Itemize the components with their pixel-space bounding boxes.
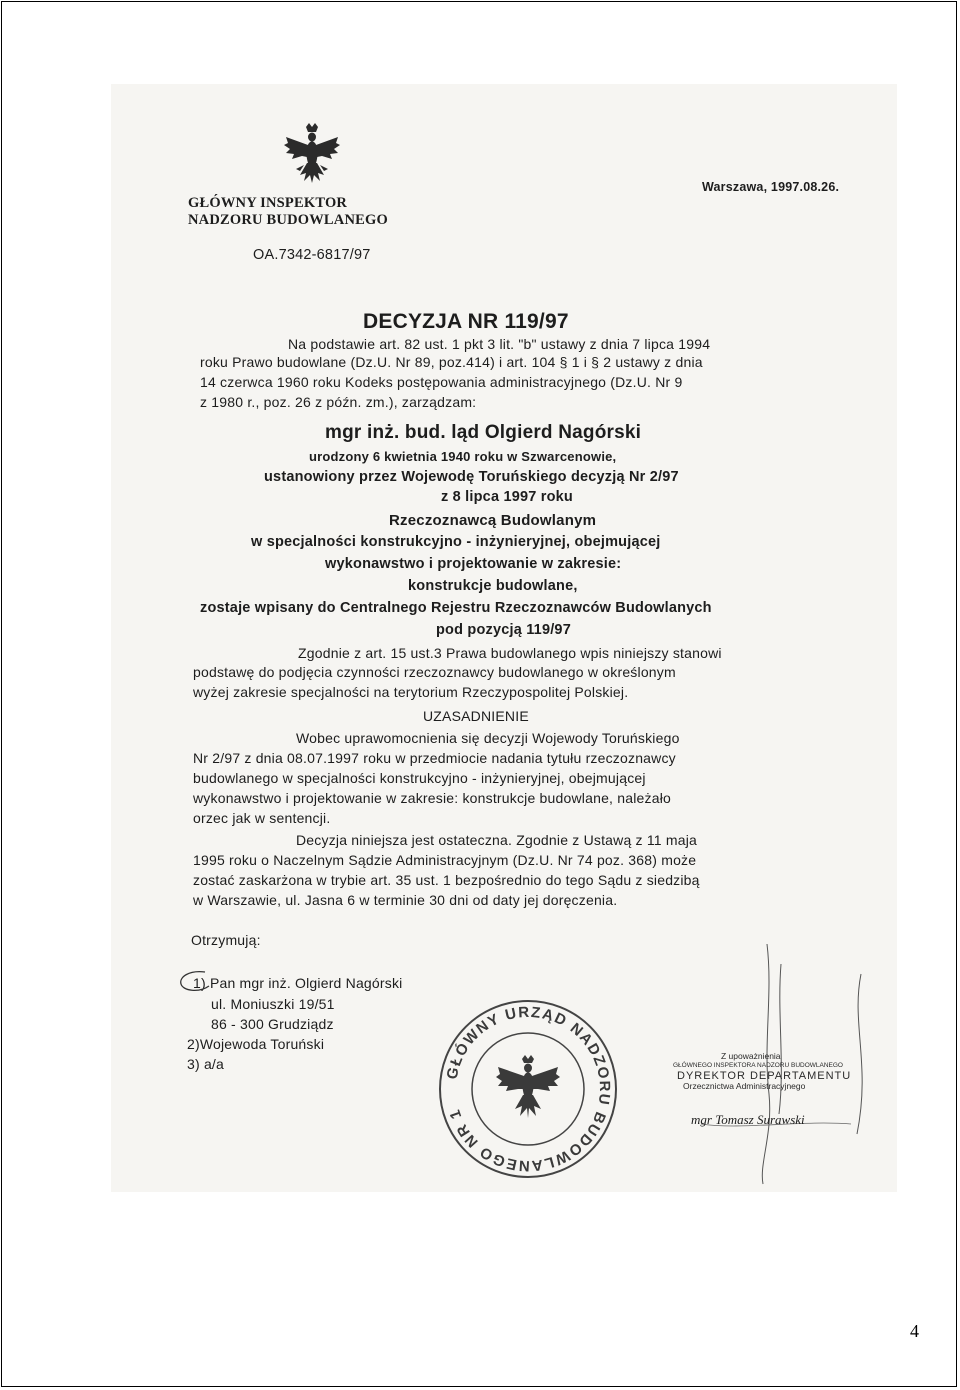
justification-line: Wobec uprawomocnienia się decyzji Wojewody Toruńskiego [296, 730, 680, 746]
detail-line: ustanowiony przez Wojewodę Toruńskiego decyzją Nr 2/97 [264, 469, 679, 485]
reference-number: OA.7342-6817/97 [253, 247, 371, 263]
legal-line: Zgodnie z art. 15 ust.3 Prawa budowlanego wpis niniejszy stanowi [298, 645, 722, 661]
detail-line: z 8 lipca 1997 roku [441, 489, 573, 505]
detail-line: konstrukcje budowlane, [408, 578, 578, 594]
signature-name: mgr Tomasz Surawski [691, 1112, 805, 1127]
justification-line: Nr 2/97 z dnia 08.07.1997 roku w przedmiocie nadania tytułu rzeczoznawcy [193, 750, 676, 766]
finality-line: w Warszawie, ul. Jasna 6 w terminie 30 dni od daty jej doręczenia. [193, 892, 618, 908]
page-number: 4 [910, 1321, 919, 1341]
person-name: mgr inż. bud. ląd Olgierd Nagórski [325, 422, 642, 443]
approval-line: Orzecznictwa Administracyjnego [683, 1081, 806, 1091]
detail-line: pod pozycją 119/97 [436, 622, 571, 638]
recipients-label: Otrzymują: [191, 932, 261, 948]
intro-line: 14 czerwca 1960 roku Kodeks postępowania administracyjnego (Dz.U. Nr 9 [200, 374, 683, 390]
approval-line: Z upoważnienia [721, 1051, 781, 1061]
org-name-line1: GŁÓWNY INSPEKTOR [188, 195, 348, 211]
intro-line: roku Prawo budowlane (Dz.U. Nr 89, poz.414) i art. 104 § 1 i § 2 ustawy z dnia [200, 354, 703, 370]
place-date: Warszawa, 1997.08.26. [702, 180, 840, 194]
detail-line: wykonawstwo i projektowanie w zakresie: [325, 556, 622, 572]
eagle-emblem-icon [282, 123, 342, 193]
recipient-line: 2)Wojewoda Toruński [187, 1036, 325, 1052]
legal-line: podstawę do podjęcia czynności rzeczoznawcy budowlanego w określonym [193, 664, 676, 680]
hand-drawn-circle [175, 969, 215, 995]
org-name-line2: NADZORU BUDOWLANEGO [188, 212, 388, 228]
recipient-line: 86 - 300 Grudziądz [211, 1016, 334, 1032]
recipient-line: 1) Pan mgr inż. Olgierd Nagórski [193, 975, 403, 991]
approval-line: GŁÓWNEGO INSPEKTORA NADZORU BUDOWLANEGO [673, 1062, 843, 1069]
approval-stamp [673, 1051, 851, 1091]
official-round-stamp [433, 994, 623, 1184]
recipient-line: ul. Moniuszki 19/51 [211, 996, 335, 1012]
detail-line: urodzony 6 kwietnia 1940 roku w Szwarcenowie, [309, 449, 617, 464]
finality-line: 1995 roku o Naczelnym Sądzie Administracyjnym (Dz.U. Nr 74 poz. 368) może [193, 852, 697, 868]
finality-line: Decyzja niniejsza jest ostateczna. Zgodnie z Ustawą z 11 maja [296, 832, 698, 848]
approval-line: DYREKTOR DEPARTAMENTU [677, 1070, 852, 1082]
decision-title: DECYZJA NR 119/97 [363, 310, 569, 333]
detail-line: zostaje wpisany do Centralnego Rejestru Rzeczoznawców Budowlanych [200, 600, 712, 616]
justification-line: wykonawstwo i projektowanie w zakresie: konstrukcje budowlane, należało [193, 790, 671, 806]
intro-line: Na podstawie art. 82 ust. 1 pkt 3 lit. "b" ustawy z dnia 7 lipca 1994 [288, 336, 711, 352]
intro-line: z 1980 r., poz. 26 z późn. zm.), zarządzam: [200, 394, 477, 410]
justification-line: orzec jak w sentencji. [193, 810, 331, 826]
detail-line: Rzeczoznawcą Budowlanym [389, 512, 597, 529]
justification-line: budowlanego w specjalności konstrukcyjno - inżynieryjnej, obejmującej [193, 770, 646, 786]
recipient-line: 3) a/a [187, 1056, 224, 1072]
svg-text:GŁÓWNY URZĄD NADZORU BUDOWLANE: GŁÓWNY URZĄD NADZORU BUDOWLANEGO NR 1 [443, 1003, 614, 1175]
scanned-document [111, 84, 897, 1192]
detail-line: w specjalności konstrukcyjno - inżynieryjnej, obejmującej [251, 534, 661, 550]
legal-line: wyżej zakresie specjalności na terytorium Rzeczypospolitej Polskiej. [193, 684, 629, 700]
finality-line: zostać zaskarżona w trybie art. 35 ust. 1 bezpośrednio do tego Sądu z siedzibą [193, 872, 700, 888]
justification-title: UZASADNIENIE [423, 708, 529, 724]
